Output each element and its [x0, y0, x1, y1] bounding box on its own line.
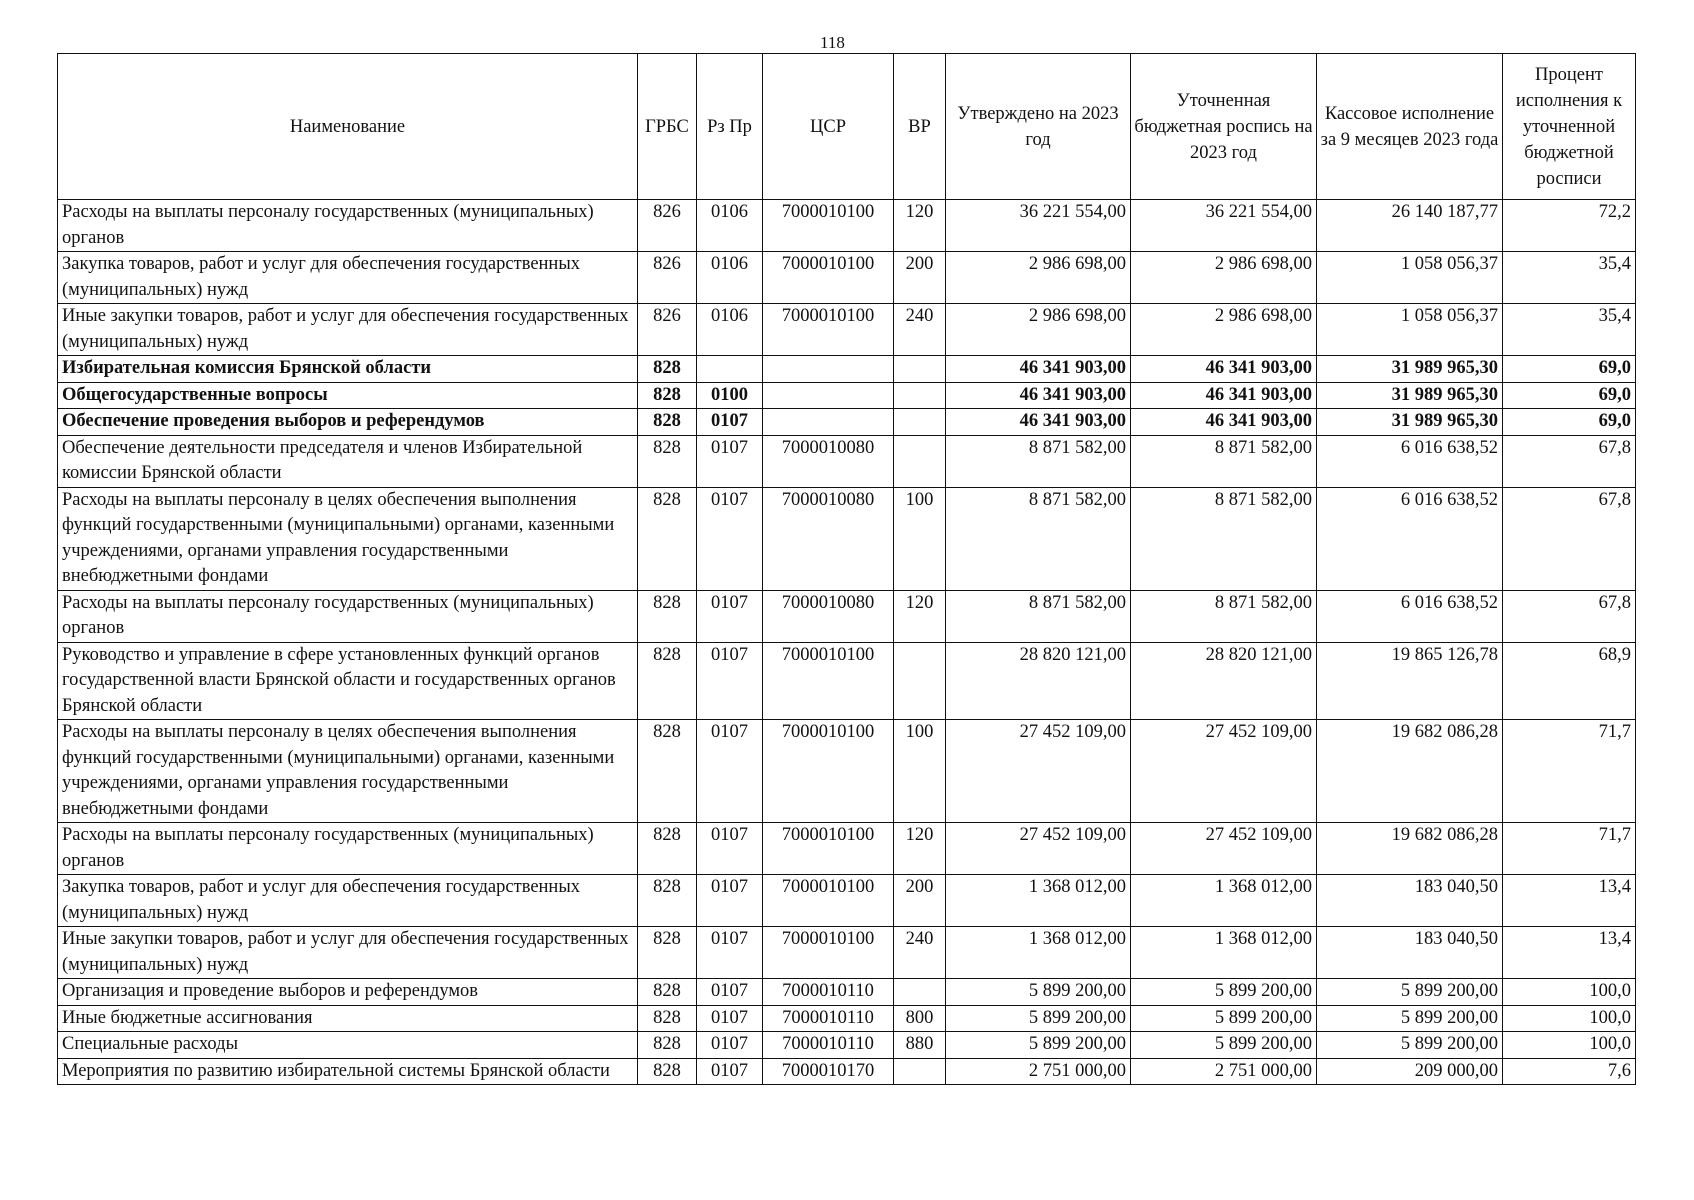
cell-cash: 19 865 126,78 [1317, 642, 1503, 720]
budget-table [57, 53, 1636, 1085]
cell-vr: 120 [894, 823, 946, 875]
cell-name: Расходы на выплаты персоналу в целях обеспечения выполнения функций государственными (муниципальными) органами, казенными учреждениями, органами управления государственными внебюджетными фондами [58, 720, 638, 823]
cell-name: Обеспечение деятельности председателя и членов Избирательной комиссии Брянской области [58, 435, 638, 487]
cell-rzpr: 0106 [697, 252, 763, 304]
cell-csr: 7000010110 [763, 1005, 894, 1032]
cell-refined: 8 871 582,00 [1131, 590, 1317, 642]
cell-csr: 7000010110 [763, 979, 894, 1006]
cell-approved: 46 341 903,00 [946, 356, 1131, 383]
cell-cash: 31 989 965,30 [1317, 356, 1503, 383]
cell-grbs: 828 [638, 435, 697, 487]
cell-approved: 8 871 582,00 [946, 487, 1131, 590]
cell-grbs: 828 [638, 1032, 697, 1059]
cell-cash: 5 899 200,00 [1317, 1032, 1503, 1059]
cell-rzpr: 0100 [697, 382, 763, 409]
cell-vr [894, 435, 946, 487]
cell-refined: 27 452 109,00 [1131, 720, 1317, 823]
cell-name: Иные закупки товаров, работ и услуг для обеспечения государственных (муниципальных) нужд [58, 304, 638, 356]
cell-vr [894, 642, 946, 720]
header-csr: ЦСР [763, 54, 894, 200]
cell-percent: 100,0 [1503, 1032, 1636, 1059]
cell-rzpr: 0106 [697, 304, 763, 356]
table-row [58, 382, 1636, 409]
cell-percent: 67,8 [1503, 435, 1636, 487]
cell-refined: 27 452 109,00 [1131, 823, 1317, 875]
cell-grbs: 828 [638, 590, 697, 642]
cell-percent: 69,0 [1503, 356, 1636, 383]
cell-csr: 7000010100 [763, 252, 894, 304]
cell-name: Закупка товаров, работ и услуг для обеспечения государственных (муниципальных) нужд [58, 252, 638, 304]
cell-percent: 69,0 [1503, 409, 1636, 436]
cell-refined: 2 751 000,00 [1131, 1058, 1317, 1085]
cell-cash: 6 016 638,52 [1317, 435, 1503, 487]
header-row [58, 54, 1636, 200]
cell-grbs: 828 [638, 927, 697, 979]
cell-percent: 13,4 [1503, 875, 1636, 927]
cell-rzpr: 0107 [697, 590, 763, 642]
cell-vr: 120 [894, 590, 946, 642]
cell-vr: 200 [894, 252, 946, 304]
header-approved: Утверждено на 2023 год [946, 54, 1131, 200]
cell-percent: 71,7 [1503, 823, 1636, 875]
cell-csr [763, 382, 894, 409]
cell-csr: 7000010100 [763, 720, 894, 823]
table-row [58, 252, 1636, 304]
cell-percent: 13,4 [1503, 927, 1636, 979]
cell-refined: 46 341 903,00 [1131, 356, 1317, 383]
cell-percent: 68,9 [1503, 642, 1636, 720]
cell-vr: 240 [894, 304, 946, 356]
cell-csr: 7000010080 [763, 590, 894, 642]
cell-csr: 7000010100 [763, 304, 894, 356]
cell-percent: 100,0 [1503, 979, 1636, 1006]
cell-refined: 1 368 012,00 [1131, 927, 1317, 979]
cell-rzpr: 0107 [697, 409, 763, 436]
cell-percent: 7,6 [1503, 1058, 1636, 1085]
cell-name: Расходы на выплаты персоналу государственных (муниципальных) органов [58, 590, 638, 642]
cell-cash: 183 040,50 [1317, 927, 1503, 979]
cell-vr [894, 979, 946, 1006]
cell-grbs: 828 [638, 979, 697, 1006]
cell-cash: 19 682 086,28 [1317, 720, 1503, 823]
cell-grbs: 828 [638, 823, 697, 875]
cell-approved: 28 820 121,00 [946, 642, 1131, 720]
table-row [58, 927, 1636, 979]
cell-rzpr: 0107 [697, 720, 763, 823]
cell-rzpr: 0107 [697, 823, 763, 875]
cell-cash: 5 899 200,00 [1317, 1005, 1503, 1032]
header-rzpr: Рз Пр [697, 54, 763, 200]
table-row [58, 409, 1636, 436]
cell-approved: 2 986 698,00 [946, 252, 1131, 304]
table-row [58, 200, 1636, 252]
cell-cash: 1 058 056,37 [1317, 304, 1503, 356]
cell-csr: 7000010100 [763, 927, 894, 979]
header-grbs: ГРБС [638, 54, 697, 200]
cell-rzpr: 0107 [697, 435, 763, 487]
cell-name: Избирательная комиссия Брянской области [58, 356, 638, 383]
cell-refined: 8 871 582,00 [1131, 487, 1317, 590]
table-row [58, 1032, 1636, 1059]
cell-csr: 7000010100 [763, 642, 894, 720]
cell-grbs: 826 [638, 304, 697, 356]
table-row [58, 590, 1636, 642]
cell-rzpr [697, 356, 763, 383]
cell-vr: 100 [894, 487, 946, 590]
cell-grbs: 828 [638, 382, 697, 409]
cell-refined: 46 341 903,00 [1131, 409, 1317, 436]
cell-cash: 31 989 965,30 [1317, 409, 1503, 436]
cell-name: Иные закупки товаров, работ и услуг для обеспечения государственных (муниципальных) нужд [58, 927, 638, 979]
cell-grbs: 828 [638, 720, 697, 823]
cell-cash: 1 058 056,37 [1317, 252, 1503, 304]
cell-percent: 35,4 [1503, 304, 1636, 356]
cell-csr [763, 356, 894, 383]
cell-refined: 8 871 582,00 [1131, 435, 1317, 487]
cell-vr: 120 [894, 200, 946, 252]
cell-approved: 8 871 582,00 [946, 590, 1131, 642]
cell-vr [894, 1058, 946, 1085]
table-row [58, 642, 1636, 720]
cell-name: Обеспечение проведения выборов и референдумов [58, 409, 638, 436]
cell-grbs: 828 [638, 409, 697, 436]
cell-grbs: 828 [638, 356, 697, 383]
table-row [58, 823, 1636, 875]
cell-approved: 36 221 554,00 [946, 200, 1131, 252]
cell-rzpr: 0107 [697, 487, 763, 590]
cell-rzpr: 0107 [697, 927, 763, 979]
cell-grbs: 828 [638, 875, 697, 927]
cell-vr [894, 409, 946, 436]
cell-cash: 209 000,00 [1317, 1058, 1503, 1085]
cell-refined: 28 820 121,00 [1131, 642, 1317, 720]
cell-cash: 26 140 187,77 [1317, 200, 1503, 252]
cell-vr: 240 [894, 927, 946, 979]
table-row [58, 435, 1636, 487]
cell-refined: 2 986 698,00 [1131, 304, 1317, 356]
table-row [58, 1058, 1636, 1085]
cell-approved: 5 899 200,00 [946, 1005, 1131, 1032]
cell-approved: 46 341 903,00 [946, 382, 1131, 409]
cell-name: Закупка товаров, работ и услуг для обеспечения государственных (муниципальных) нужд [58, 875, 638, 927]
cell-csr: 7000010100 [763, 200, 894, 252]
cell-rzpr: 0107 [697, 1005, 763, 1032]
cell-rzpr: 0106 [697, 200, 763, 252]
cell-rzpr: 0107 [697, 642, 763, 720]
cell-percent: 67,8 [1503, 487, 1636, 590]
cell-approved: 46 341 903,00 [946, 409, 1131, 436]
cell-approved: 1 368 012,00 [946, 927, 1131, 979]
cell-name: Расходы на выплаты персоналу государственных (муниципальных) органов [58, 200, 638, 252]
cell-rzpr: 0107 [697, 1058, 763, 1085]
table-row [58, 875, 1636, 927]
cell-percent: 72,2 [1503, 200, 1636, 252]
cell-approved: 2 986 698,00 [946, 304, 1131, 356]
page-number: 118 [820, 33, 845, 52]
cell-refined: 5 899 200,00 [1131, 979, 1317, 1006]
cell-grbs: 826 [638, 252, 697, 304]
cell-name: Руководство и управление в сфере установленных функций органов государственной власти Брянской области и государственных органов Брянской области [58, 642, 638, 720]
cell-approved: 5 899 200,00 [946, 979, 1131, 1006]
cell-csr: 7000010110 [763, 1032, 894, 1059]
cell-refined: 5 899 200,00 [1131, 1032, 1317, 1059]
cell-refined: 36 221 554,00 [1131, 200, 1317, 252]
cell-vr [894, 356, 946, 383]
cell-name: Расходы на выплаты персоналу государственных (муниципальных) органов [58, 823, 638, 875]
cell-cash: 31 989 965,30 [1317, 382, 1503, 409]
cell-approved: 27 452 109,00 [946, 720, 1131, 823]
cell-cash: 183 040,50 [1317, 875, 1503, 927]
cell-csr: 7000010100 [763, 823, 894, 875]
table-row [58, 356, 1636, 383]
cell-percent: 67,8 [1503, 590, 1636, 642]
cell-grbs: 828 [638, 642, 697, 720]
cell-vr: 800 [894, 1005, 946, 1032]
cell-grbs: 826 [638, 200, 697, 252]
header-percent: Процент исполнения к уточненной бюджетной росписи [1503, 54, 1636, 200]
cell-name: Организация и проведение выборов и референдумов [58, 979, 638, 1006]
cell-csr: 7000010080 [763, 435, 894, 487]
table-row [58, 487, 1636, 590]
table-row [58, 1005, 1636, 1032]
cell-approved: 2 751 000,00 [946, 1058, 1131, 1085]
cell-grbs: 828 [638, 1058, 697, 1085]
header-cash: Кассовое исполнение за 9 месяцев 2023 года [1317, 54, 1503, 200]
cell-vr [894, 382, 946, 409]
cell-vr: 880 [894, 1032, 946, 1059]
cell-name: Иные бюджетные ассигнования [58, 1005, 638, 1032]
cell-csr: 7000010080 [763, 487, 894, 590]
table-row [58, 720, 1636, 823]
cell-approved: 8 871 582,00 [946, 435, 1131, 487]
cell-csr [763, 409, 894, 436]
cell-grbs: 828 [638, 1005, 697, 1032]
cell-approved: 1 368 012,00 [946, 875, 1131, 927]
cell-cash: 6 016 638,52 [1317, 487, 1503, 590]
cell-csr: 7000010100 [763, 875, 894, 927]
header-refined: Уточненная бюджетная роспись на 2023 год [1131, 54, 1317, 200]
table-row [58, 979, 1636, 1006]
cell-rzpr: 0107 [697, 1032, 763, 1059]
cell-rzpr: 0107 [697, 875, 763, 927]
cell-refined: 2 986 698,00 [1131, 252, 1317, 304]
cell-percent: 35,4 [1503, 252, 1636, 304]
cell-refined: 1 368 012,00 [1131, 875, 1317, 927]
table-row [58, 304, 1636, 356]
cell-percent: 69,0 [1503, 382, 1636, 409]
cell-name: Общегосударственные вопросы [58, 382, 638, 409]
cell-percent: 71,7 [1503, 720, 1636, 823]
cell-name: Специальные расходы [58, 1032, 638, 1059]
cell-vr: 200 [894, 875, 946, 927]
cell-vr: 100 [894, 720, 946, 823]
cell-percent: 100,0 [1503, 1005, 1636, 1032]
cell-cash: 6 016 638,52 [1317, 590, 1503, 642]
cell-grbs: 828 [638, 487, 697, 590]
cell-name: Мероприятия по развитию избирательной системы Брянской области [58, 1058, 638, 1085]
cell-approved: 5 899 200,00 [946, 1032, 1131, 1059]
cell-name: Расходы на выплаты персоналу в целях обеспечения выполнения функций государственными (муниципальными) органами, казенными учреждениями, органами управления государственными внебюджетными фондами [58, 487, 638, 590]
cell-cash: 19 682 086,28 [1317, 823, 1503, 875]
cell-rzpr: 0107 [697, 979, 763, 1006]
cell-cash: 5 899 200,00 [1317, 979, 1503, 1006]
cell-approved: 27 452 109,00 [946, 823, 1131, 875]
cell-refined: 46 341 903,00 [1131, 382, 1317, 409]
cell-refined: 5 899 200,00 [1131, 1005, 1317, 1032]
header-name: Наименование [58, 54, 638, 200]
header-vr: ВР [894, 54, 946, 200]
cell-csr: 7000010170 [763, 1058, 894, 1085]
